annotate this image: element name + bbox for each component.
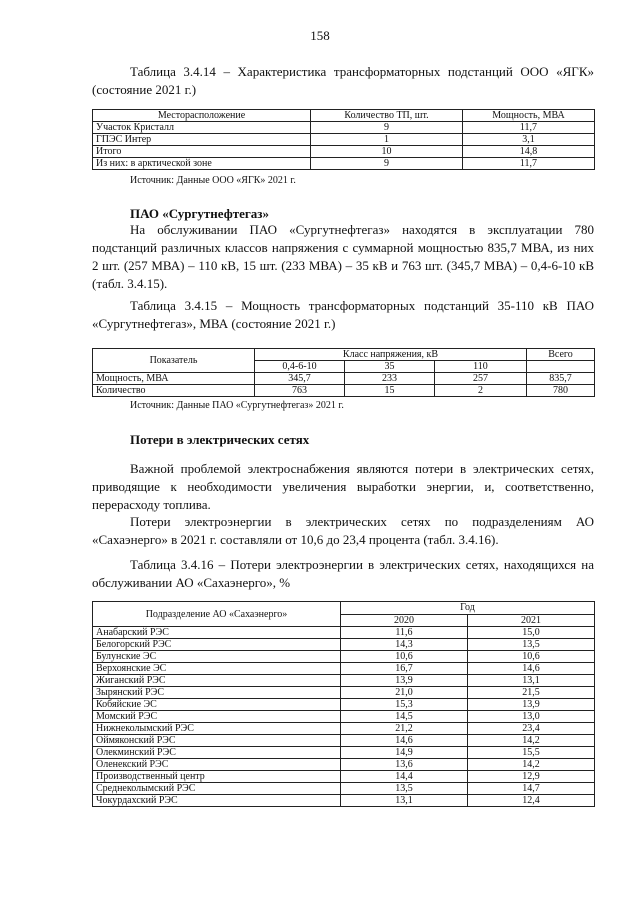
cell-location: Итого — [93, 146, 311, 158]
cell-indicator: Мощность, МВА — [93, 373, 255, 385]
table-row — [93, 771, 595, 783]
cell-division: Булунские ЭС — [93, 651, 341, 663]
cell-division: Оленекский РЭС — [93, 759, 341, 771]
cell-division: Нижнеколымский РЭС — [93, 723, 341, 735]
section-paragraph-surgutneftegaz: На обслуживании ПАО «Сургутнефтегаз» находятся в эксплуатации 780 подстанций различных классов напряжения с суммарной мощностью 835,7 МВА, из них 2 шт. (257 МВА) – 110 кВ, 15 шт. (233 МВА) – 35 кВ и 763 шт. (345,7 МВА) – 0,4-6-10 кВ (табл. 3.4.15). — [92, 222, 594, 291]
cell-value: 345,7 — [255, 373, 345, 385]
table-row — [93, 723, 595, 735]
header-count: Количество ТП, шт. — [311, 110, 463, 122]
cell-division: Производственный центр — [93, 771, 341, 783]
cell-loss-2021: 13,0 — [468, 711, 595, 723]
cell-loss-2020: 14,6 — [341, 735, 468, 747]
cell-loss-2020: 21,2 — [341, 723, 468, 735]
cell-division: Момский РЭС — [93, 711, 341, 723]
cell-division: Кобяйские ЭС — [93, 699, 341, 711]
section-heading-surgutneftegaz: ПАО «Сургутнефтегаз» — [130, 206, 269, 221]
cell-division: Оймяконский РЭС — [93, 735, 341, 747]
header-voltage-110: 110 — [435, 361, 527, 373]
cell-power: 3,1 — [463, 134, 595, 146]
cell-location: Участок Кристалл — [93, 122, 311, 134]
cell-power: 14,8 — [463, 146, 595, 158]
cell-loss-2021: 13,9 — [468, 699, 595, 711]
cell-loss-2020: 14,4 — [341, 771, 468, 783]
cell-count: 1 — [311, 134, 463, 146]
cell-value: 15 — [345, 385, 435, 397]
cell-loss-2020: 11,6 — [341, 627, 468, 639]
cell-count: 9 — [311, 122, 463, 134]
cell-location: ГПЭС Интер — [93, 134, 311, 146]
cell-count: 9 — [311, 158, 463, 170]
cell-loss-2021: 13,1 — [468, 675, 595, 687]
cell-loss-2020: 10,6 — [341, 651, 468, 663]
table-row — [93, 134, 595, 146]
cell-division: Зырянский РЭС — [93, 687, 341, 699]
table-row — [93, 639, 595, 651]
table-row — [93, 385, 595, 397]
header-voltage-35: 35 — [345, 361, 435, 373]
table-row — [93, 627, 595, 639]
header-year-2020: 2020 — [341, 614, 468, 627]
cell-count: 10 — [311, 146, 463, 158]
table-3-4-15 — [92, 348, 595, 397]
cell-indicator: Количество — [93, 385, 255, 397]
cell-loss-2021: 14,6 — [468, 663, 595, 675]
cell-loss-2020: 14,9 — [341, 747, 468, 759]
page-number: 158 — [310, 28, 330, 43]
header-location: Месторасположение — [93, 110, 311, 122]
table-row — [93, 158, 595, 170]
table-row — [93, 759, 595, 771]
header-year: Год — [341, 602, 595, 615]
cell-value: 2 — [435, 385, 527, 397]
header-year-2021: 2021 — [468, 614, 595, 627]
cell-division: Верхоянские ЭС — [93, 663, 341, 675]
table-row — [93, 146, 595, 158]
cell-location: Из них: в арктической зоне — [93, 158, 311, 170]
cell-loss-2020: 13,1 — [341, 795, 468, 807]
table-3-4-14 — [92, 109, 595, 170]
table-row — [93, 747, 595, 759]
cell-division: Чокурдахский РЭС — [93, 795, 341, 807]
cell-division: Среднеколымский РЭС — [93, 783, 341, 795]
header-division: Подразделение АО «Сахаэнерго» — [93, 602, 341, 627]
header-voltage-04-6-10: 0,4-6-10 — [255, 361, 345, 373]
cell-loss-2021: 21,5 — [468, 687, 595, 699]
cell-power: 11,7 — [463, 158, 595, 170]
cell-loss-2021: 15,0 — [468, 627, 595, 639]
table-row — [93, 711, 595, 723]
header-voltage-class: Класс напряжения, кВ — [255, 349, 527, 361]
cell-loss-2021: 15,5 — [468, 747, 595, 759]
cell-loss-2020: 16,7 — [341, 663, 468, 675]
cell-loss-2021: 10,6 — [468, 651, 595, 663]
table-caption-3-4-16: Таблица 3.4.16 – Потери электроэнергии в электрических сетях, находящихся на обслуживании АО «Сахаэнерго», % — [92, 557, 594, 590]
cell-power: 11,7 — [463, 122, 595, 134]
table-row — [93, 687, 595, 699]
table-row — [93, 651, 595, 663]
cell-value: 233 — [345, 373, 435, 385]
table-header-row — [93, 110, 595, 122]
cell-total: 780 — [527, 385, 595, 397]
cell-loss-2021: 14,2 — [468, 759, 595, 771]
cell-division: Белогорский РЭС — [93, 639, 341, 651]
cell-division: Олекминский РЭС — [93, 747, 341, 759]
table-source-3-4-15: Источник: Данные ПАО «Сургутнефтегаз» 2021 г. — [130, 400, 344, 411]
cell-division: Анабарский РЭС — [93, 627, 341, 639]
cell-value: 763 — [255, 385, 345, 397]
table-row — [93, 735, 595, 747]
cell-loss-2020: 13,6 — [341, 759, 468, 771]
header-total: Всего — [527, 349, 595, 361]
losses-paragraph-2: Потери электроэнергии в электрических сетях по подразделениям АО «Сахаэнерго» в 2021 г. составляли от 10,6 до 23,4 процента (табл. 3.4.16). — [92, 514, 594, 547]
cell-loss-2021: 12,9 — [468, 771, 595, 783]
losses-paragraph-1: Важной проблемой электроснабжения являются потери в электрических сетях, приводящие к необходимости увеличения выработки энергии, и, соответственно, перерасходу топлива. — [92, 461, 594, 512]
cell-loss-2021: 23,4 — [468, 723, 595, 735]
table-source-3-4-14: Источник: Данные ООО «ЯГК» 2021 г. — [130, 175, 296, 186]
table-row — [93, 675, 595, 687]
cell-loss-2021: 13,5 — [468, 639, 595, 651]
table-row — [93, 783, 595, 795]
cell-loss-2020: 13,5 — [341, 783, 468, 795]
cell-division: Жиганский РЭС — [93, 675, 341, 687]
table-body — [93, 627, 595, 807]
cell-total: 835,7 — [527, 373, 595, 385]
header-power: Мощность, МВА — [463, 110, 595, 122]
table-row — [93, 699, 595, 711]
table-3-4-16 — [92, 601, 595, 807]
table-row — [93, 795, 595, 807]
table-row — [93, 373, 595, 385]
table-header-row — [93, 349, 595, 361]
cell-loss-2020: 21,0 — [341, 687, 468, 699]
cell-value: 257 — [435, 373, 527, 385]
cell-loss-2021: 12,4 — [468, 795, 595, 807]
table-caption-3-4-15: Таблица 3.4.15 – Мощность трансформаторных подстанций 35-110 кВ ПАО «Сургутнефтегаз», МВА (состояние 2021 г.) — [92, 298, 594, 331]
table-header-row — [93, 602, 595, 615]
cell-loss-2021: 14,2 — [468, 735, 595, 747]
header-total-empty — [527, 361, 595, 373]
cell-loss-2020: 14,5 — [341, 711, 468, 723]
table-caption-3-4-14: Таблица 3.4.14 – Характеристика трансформаторных подстанций ООО «ЯГК» (состояние 2021 г.) — [92, 64, 594, 97]
table-row — [93, 663, 595, 675]
header-indicator: Показатель — [93, 349, 255, 373]
cell-loss-2020: 15,3 — [341, 699, 468, 711]
cell-loss-2020: 13,9 — [341, 675, 468, 687]
section-heading-losses: Потери в электрических сетях — [130, 432, 310, 447]
table-row — [93, 122, 595, 134]
cell-loss-2020: 14,3 — [341, 639, 468, 651]
cell-loss-2021: 14,7 — [468, 783, 595, 795]
